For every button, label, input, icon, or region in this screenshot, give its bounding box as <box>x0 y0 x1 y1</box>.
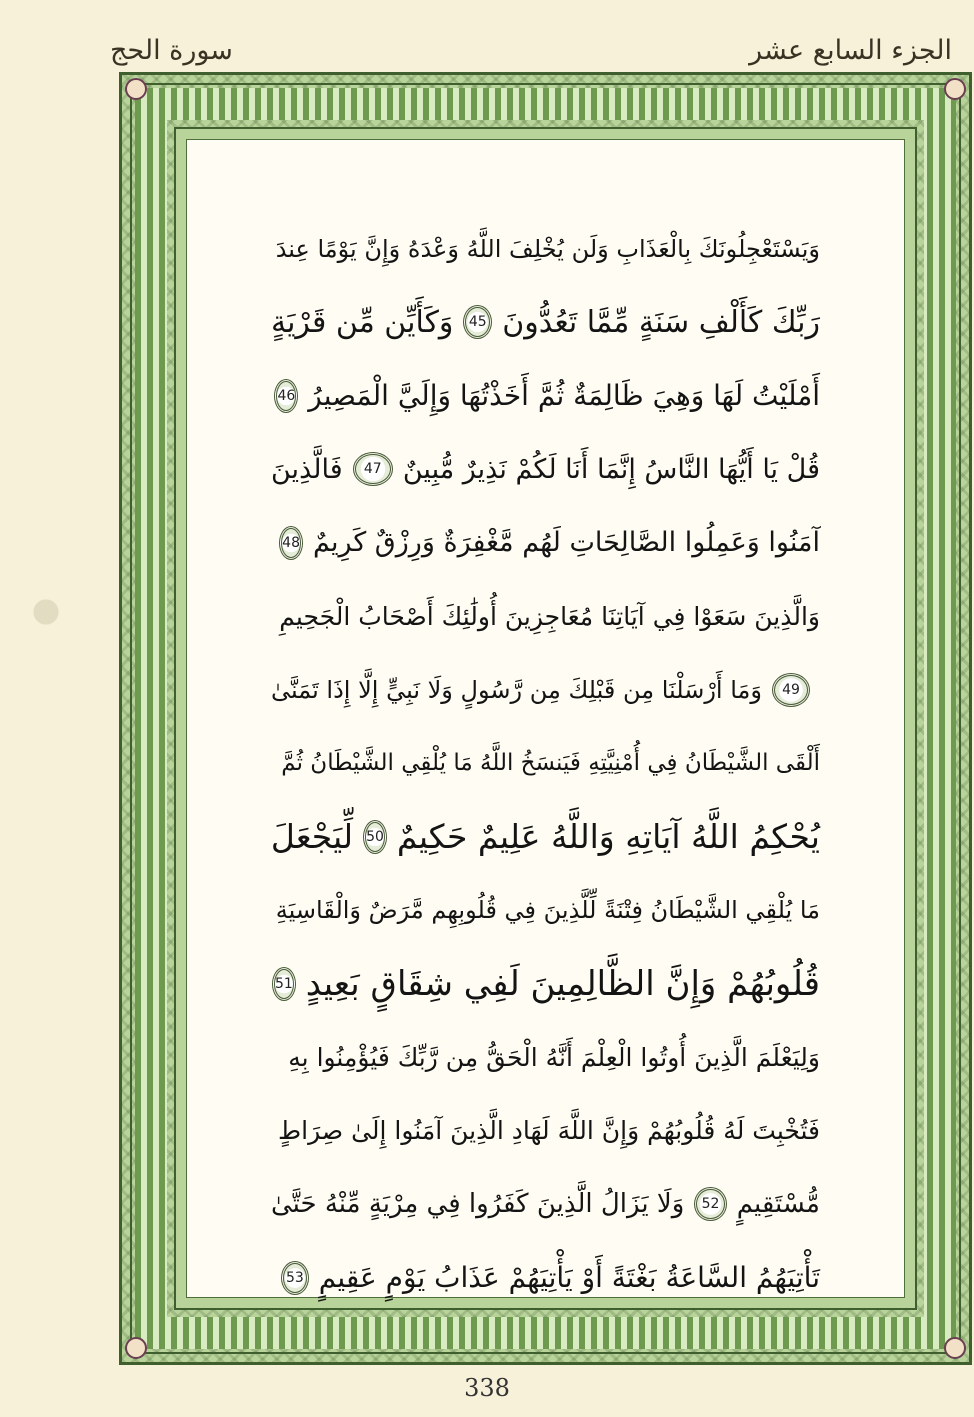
ayah-number-marker: 49 <box>772 673 810 707</box>
page-header <box>110 14 952 64</box>
verse-line <box>271 800 820 874</box>
corner-rosette-icon <box>944 1337 966 1359</box>
verse-text: أَمْلَيْتُ لَهَا وَهِيَ ظَالِمَةٌ ثُمَّ أَخَذْتُهَا وَإِلَيَّ الْمَصِيرُ <box>308 379 820 413</box>
ayah-number-marker: 50 <box>363 820 387 854</box>
corner-rosette-icon <box>944 78 966 100</box>
verse-line <box>271 433 820 507</box>
verse-text: فَتُخْبِتَ لَهُ قُلُوبُهُمْ وَإِنَّ اللَّهَ لَهَادِ الَّذِينَ آمَنُوا إِلَىٰ صِرَاطٍ <box>278 1116 820 1146</box>
verse-line <box>271 580 820 654</box>
margin-ornament-icon <box>24 590 68 634</box>
verse-text: وَلِيَعْلَمَ الَّذِينَ أُوتُوا الْعِلْمَ أَنَّهُ الْحَقُّ مِن رَّبِّكَ فَيُؤْمِنُوا بِهِ <box>288 1042 820 1072</box>
ayah-number-marker: 52 <box>694 1187 726 1221</box>
text-panel <box>186 139 905 1298</box>
verse-text: وَيَسْتَعْجِلُونَكَ بِالْعَذَابِ وَلَن يُخْلِفَ اللَّهُ وَعْدَهُ وَإِنَّ يَوْمًا عِندَ <box>275 234 820 263</box>
verse-text: آمَنُوا وَعَمِلُوا الصَّالِحَاتِ لَهُم مَّغْفِرَةٌ وَرِزْقٌ كَرِيمٌ <box>312 527 820 559</box>
verse-line <box>271 1094 820 1168</box>
verse-text: وَكَأَيِّن مِّن قَرْيَةٍ <box>271 304 454 340</box>
verse-line <box>271 1168 820 1242</box>
ayah-number-marker: 48 <box>279 526 303 560</box>
verse-line <box>271 874 820 948</box>
verse-line <box>271 1021 820 1095</box>
verse-text: لِّيَجْعَلَ <box>270 817 354 857</box>
ayah-number-marker: 53 <box>281 1261 309 1295</box>
ornamental-frame <box>119 72 972 1365</box>
verse-line <box>271 1241 820 1315</box>
verse-line <box>271 727 820 801</box>
verse-line <box>271 286 820 360</box>
surah-name: سورة الحج <box>110 35 233 66</box>
ayah-number-marker: 45 <box>463 305 492 339</box>
verse-text: قُلُوبُهُمْ وَإِنَّ الظَّالِمِينَ لَفِي شِقَاقٍ بَعِيدٍ <box>305 963 820 1004</box>
verse-text: وَلَا يَزَالُ الَّذِينَ كَفَرُوا فِي مِرْيَةٍ مِّنْهُ حَتَّىٰ <box>271 1189 685 1220</box>
ayah-number-marker: 47 <box>353 452 393 486</box>
ayah-number-marker: 46 <box>274 379 298 413</box>
corner-rosette-icon <box>125 78 147 100</box>
verse-text: مَا يُلْقِي الشَّيْطَانُ فِتْنَةً لِّلَّذِينَ فِي قُلُوبِهِم مَّرَضٌ وَالْقَاسِيَةِ <box>275 896 820 925</box>
verse-line <box>271 359 820 433</box>
verse-line <box>271 506 820 580</box>
verse-text: قُلْ يَا أَيُّهَا النَّاسُ إِنَّمَا أَنَا لَكُمْ نَذِيرٌ مُّبِينٌ <box>402 453 820 485</box>
verse-line <box>271 653 820 727</box>
verse-text: وَمَا أَرْسَلْنَا مِن قَبْلِكَ مِن رَّسُولٍ وَلَا نَبِيٍّ إِلَّا إِذَا تَمَنَّىٰ <box>271 675 762 704</box>
verse-text: وَالَّذِينَ سَعَوْا فِي آيَاتِنَا مُعَاجِزِينَ أُولَٰئِكَ أَصْحَابُ الْجَحِيمِ <box>279 601 820 631</box>
ayah-number-marker: 51 <box>272 967 296 1001</box>
verse-lines <box>271 212 820 1315</box>
verse-text: رَبِّكَ كَأَلْفِ سَنَةٍ مِّمَّا تَعُدُّونَ <box>502 304 820 340</box>
verse-line <box>271 212 820 286</box>
verse-text: تَأْتِيَهُمُ السَّاعَةُ بَغْتَةً أَوْ يَأْتِيَهُمْ عَذَابُ يَوْمٍ عَقِيمٍ <box>318 1261 820 1295</box>
verse-text: يُحْكِمُ اللَّهُ آيَاتِهِ وَاللَّهُ عَلِيمٌ حَكِيمٌ <box>396 817 820 857</box>
verse-text: مُّسْتَقِيمٍ <box>736 1189 820 1220</box>
verse-line <box>271 947 820 1021</box>
corner-rosette-icon <box>125 1337 147 1359</box>
verse-text: فَالَّذِينَ <box>271 453 343 485</box>
verse-text: أَلْقَى الشَّيْطَانُ فِي أُمْنِيَّتِهِ فَيَنسَخُ اللَّهُ مَا يُلْقِي الشَّيْطَانُ ثُمَّ <box>281 750 820 777</box>
juz-name: الجزء السابع عشر <box>749 35 952 66</box>
page-number: 338 <box>464 1374 510 1402</box>
